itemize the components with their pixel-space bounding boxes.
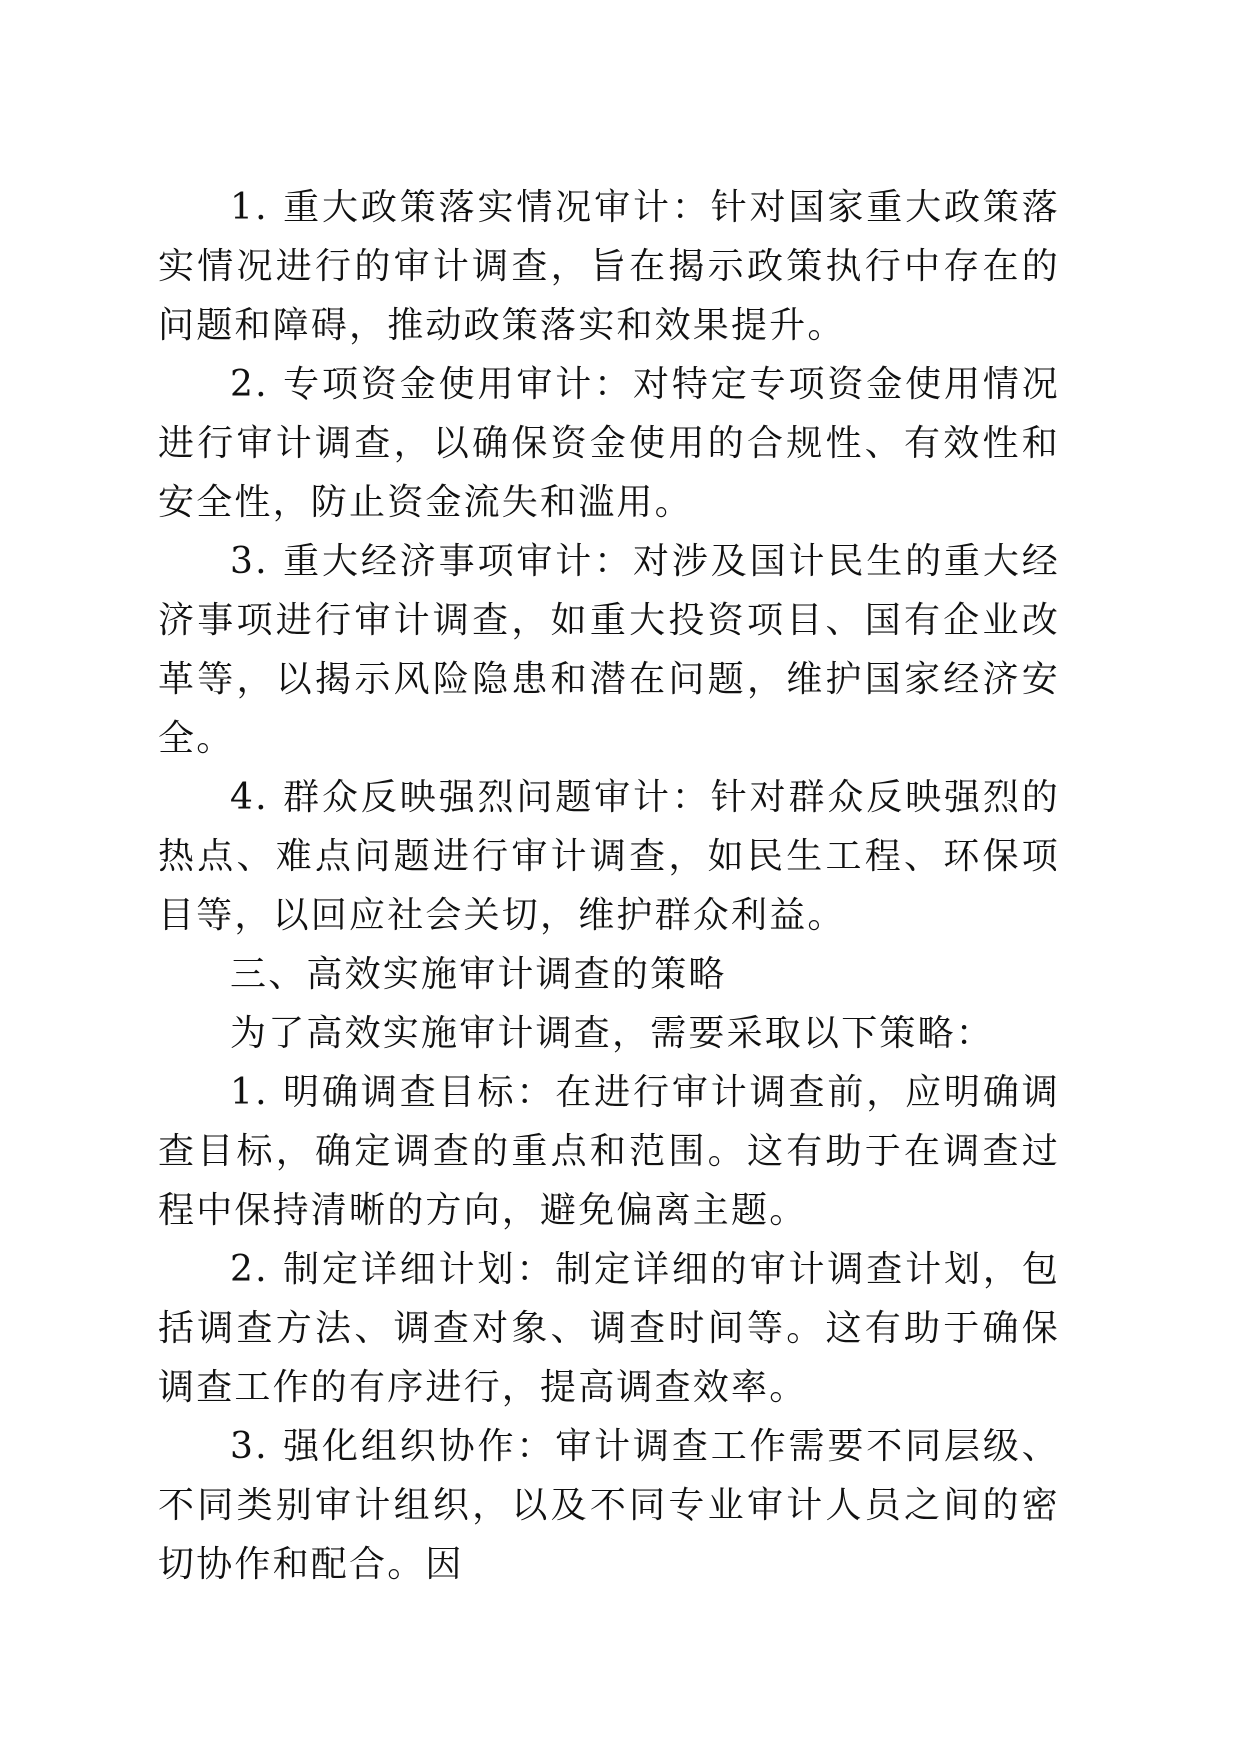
paragraph-special-fund-audit: 2. 专项资金使用审计：对特定专项资金使用情况进行审计调查，以确保资金使用的合规性、有效性和安全性，防止资金流失和滥用。: [158, 364, 1060, 523]
section-heading: 三、高效实施审计调查的策略: [230, 954, 727, 995]
paragraph-detailed-plan: 2. 制定详细计划：制定详细的审计调查计划，包括调查方法、调查对象、调查时间等。这有助于确保调查工作的有序进行，提高调查效率。: [158, 1249, 1060, 1408]
paragraph-strategy-intro: 为了高效实施审计调查，需要采取以下策略：: [230, 1013, 995, 1054]
document-page: [158, 178, 1060, 1594]
paragraph-policy-audit: 1. 重大政策落实情况审计：针对国家重大政策落实情况进行的审计调查，旨在揭示政策执行中存在的问题和障碍，推动政策落实和效果提升。: [158, 187, 1060, 346]
paragraph-public-concern-audit: 4. 群众反映强烈问题审计：针对群众反映强烈的热点、难点问题进行审计调查，如民生工程、环保项目等，以回应社会关切，维护群众利益。: [158, 777, 1060, 936]
paragraph-economic-matter-audit: 3. 重大经济事项审计：对涉及国计民生的重大经济事项进行审计调查，如重大投资项目、国有企业改革等，以揭示风险隐患和潜在问题，维护国家经济安全。: [158, 541, 1060, 759]
paragraph-collaboration: 3. 强化组织协作：审计调查工作需要不同层级、不同类别审计组织，以及不同专业审计人员之间的密切协作和配合。因: [158, 1426, 1060, 1585]
paragraph-clear-objective: 1. 明确调查目标：在进行审计调查前，应明确调查目标，确定调查的重点和范围。这有助于在调查过程中保持清晰的方向，避免偏离主题。: [158, 1072, 1060, 1231]
